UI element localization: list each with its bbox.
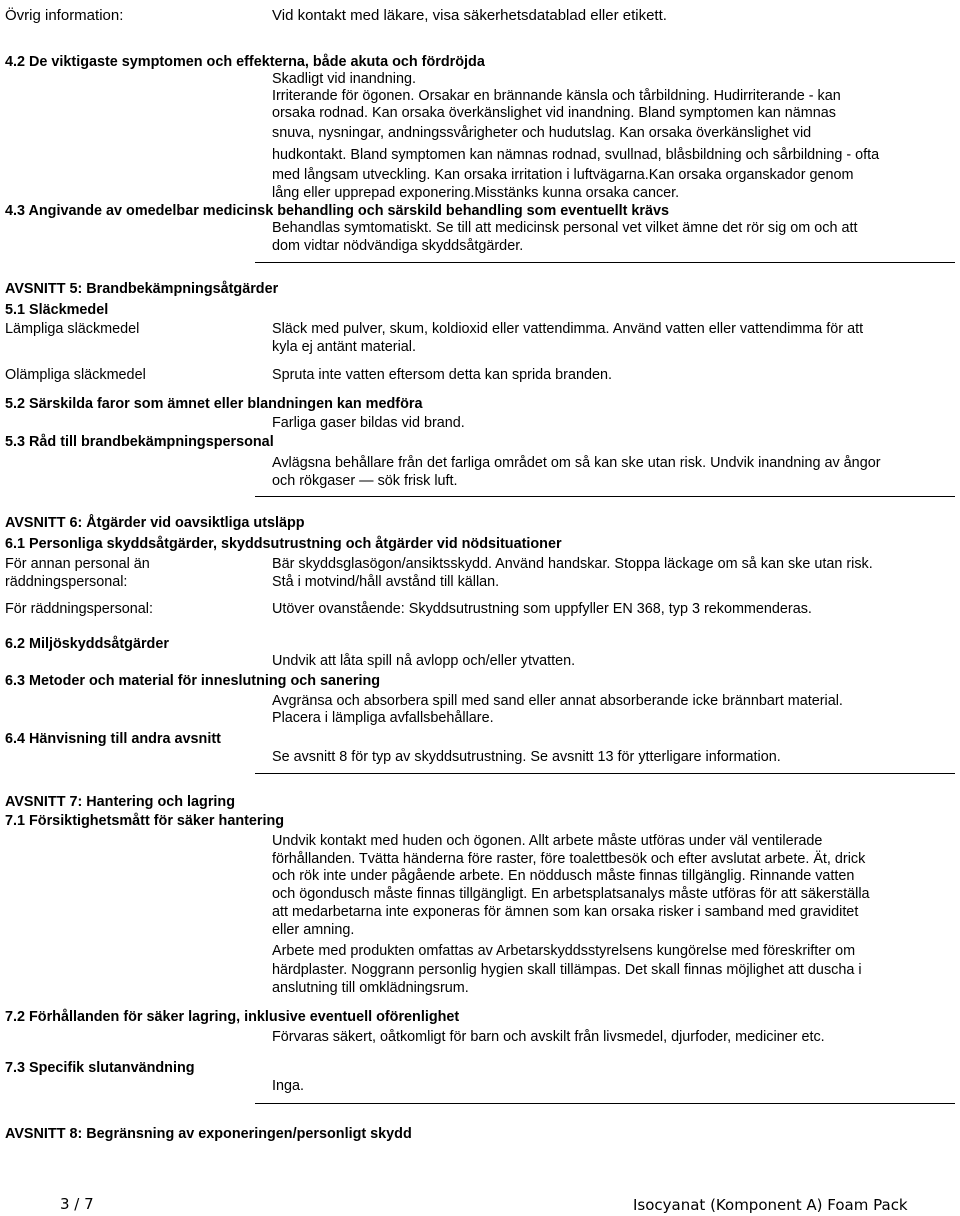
annan-label-line-0: För annan personal än: [5, 556, 150, 572]
s4-3-line-0: Behandlas symtomatiskt. Se till att medicinsk personal vet vilket ämne det rör sig om och att: [272, 220, 858, 236]
ovrig-text: Vid kontakt med läkare, visa säkerhetsdatablad eller etikett.: [272, 7, 667, 24]
radd-label: För räddningspersonal:: [5, 601, 153, 617]
s7-1-line-0: Undvik kontakt med huden och ögonen. Allt arbete måste utföras under väl ventilerade: [272, 833, 823, 849]
s6-2-text: Undvik att låta spill nå avlopp och/eller ytvatten.: [272, 653, 576, 669]
section-7-heading: AVSNITT 7: Hantering och lagring: [5, 794, 235, 810]
section-5-1-heading: 5.1 Släckmedel: [5, 302, 109, 318]
radd-text: Utöver ovanstående: Skyddsutrustning som uppfyller EN 368, typ 3 rekommenderas.: [272, 601, 812, 617]
s7-3-text: Inga.: [272, 1078, 305, 1094]
s5-3-line-0: Avlägsna behållare från det farliga området om så kan ske utan risk. Undvik inandning av ångor: [272, 455, 881, 471]
s4-3-line-1: dom vidtar nödvändiga skyddsåtgärder.: [272, 238, 524, 254]
lampliga-line-1: kyla ej antänt material.: [272, 339, 416, 355]
s4-2-line-2: orsaka rodnad. Kan orsaka överkänslighet vid inandning. Bland symptomen kan nämnas: [272, 105, 836, 121]
s5-2-text: Farliga gaser bildas vid brand.: [272, 415, 465, 431]
section-5-3-heading: 5.3 Råd till brandbekämpningspersonal: [5, 434, 274, 450]
s4-2-line-5: med långsam utveckling. Kan orsaka irritation i luftvägarna.Kan orsaka organskador genom: [272, 167, 854, 183]
olampliga-label: Olämpliga släckmedel: [5, 367, 146, 383]
section-divider: [255, 773, 955, 774]
section-5-2-heading: 5.2 Särskilda faror som ämnet eller blandningen kan medföra: [5, 396, 423, 412]
s7-1-line-6: Arbete med produkten omfattas av Arbetarskyddsstyrelsens kungörelse med föreskrifter om: [272, 943, 856, 959]
olampliga-text: Spruta inte vatten eftersom detta kan sprida branden.: [272, 367, 612, 383]
section-6-heading: AVSNITT 6: Åtgärder vid oavsiktliga utsläpp: [5, 515, 305, 531]
s4-2-line-4: hudkontakt. Bland symptomen kan nämnas rodnad, svullnad, blåsbildning och sårbildning - ofta: [272, 147, 880, 163]
lampliga-label: Lämpliga släckmedel: [5, 321, 140, 337]
s7-1-line-1: förhållanden. Tvätta händerna före raster, före toalettbesök och efter avslutat arbete. Ät, drick: [272, 851, 866, 867]
annan-label-line-1: räddningspersonal:: [5, 574, 128, 590]
section-6-2-heading: 6.2 Miljöskyddsåtgärder: [5, 636, 169, 652]
product-name: Isocyanat (Komponent A) Foam Pack: [633, 1196, 908, 1214]
section-7-3-heading: 7.3 Specifik slutanvändning: [5, 1060, 195, 1076]
s4-2-line-3: snuva, nysningar, andningssvårigheter och hudutslag. Kan orsaka överkänslighet vid: [272, 125, 812, 141]
s7-1-line-5: eller amning.: [272, 922, 355, 938]
s4-2-line-6: lång eller upprepad exponering.Misstänks kunna orsaka cancer.: [272, 185, 680, 201]
annan-line-0: Bär skyddsglasögon/ansiktsskydd. Använd handskar. Stoppa läckage om så kan ske utan risk.: [272, 556, 873, 572]
section-7-1-heading: 7.1 Försiktighetsmått för säker hantering: [5, 813, 285, 829]
section-6-1-heading: 6.1 Personliga skyddsåtgärder, skyddsutrustning och åtgärder vid nödsituationer: [5, 536, 562, 552]
s5-3-line-1: och rökgaser — sök frisk luft.: [272, 473, 458, 489]
s6-3-line-1: Placera i lämpliga avfallsbehållare.: [272, 710, 494, 726]
s4-2-line-0: Skadligt vid inandning.: [272, 71, 417, 87]
section-7-2-heading: 7.2 Förhållanden för säker lagring, inklusive eventuell oförenlighet: [5, 1009, 460, 1025]
lampliga-line-0: Släck med pulver, skum, koldioxid eller vattendimma. Använd vatten eller vattendimma för att: [272, 321, 864, 337]
section-divider: [255, 496, 955, 497]
section-4-2-heading: 4.2 De viktigaste symptomen och effekterna, både akuta och fördröjda: [5, 54, 485, 70]
s7-1-line-8: anslutning till omklädningsrum.: [272, 980, 469, 996]
section-6-4-heading: 6.4 Hänvisning till andra avsnitt: [5, 731, 221, 747]
s7-1-line-2: och rök inte under pågående arbete. En nöddusch måste finnas tillgänglig. Rinnande vatten: [272, 868, 855, 884]
page-number: 3 / 7: [60, 1195, 94, 1213]
section-6-3-heading: 6.3 Metoder och material för inneslutning och sanering: [5, 673, 381, 689]
section-5-heading: AVSNITT 5: Brandbekämpningsåtgärder: [5, 281, 279, 297]
ovrig-label: Övrig information:: [5, 7, 124, 24]
s4-2-line-1: Irriterande för ögonen. Orsakar en brännande känsla och tårbildning. Hudirriterande - kan: [272, 88, 841, 104]
annan-line-1: Stå i motvind/håll avstånd till källan.: [272, 574, 500, 590]
s7-1-line-3: och ögondusch måste finnas tillgängligt. En arbetsplatsanalys måste utföras för att säkerställa: [272, 886, 870, 902]
s6-3-line-0: Avgränsa och absorbera spill med sand eller annat absorberande icke brännbart material.: [272, 693, 843, 709]
s7-2-text: Förvaras säkert, oåtkomligt för barn och avskilt från livsmedel, djurfoder, mediciner etc.: [272, 1029, 825, 1045]
section-divider: [255, 262, 955, 263]
s7-1-line-7: härdplaster. Noggrann personlig hygien skall tillämpas. Det skall finnas möjlighet att duscha i: [272, 962, 862, 978]
s7-1-line-4: att medarbetarna inte exponeras för ämnen som kan orsaka risker i samband med graviditet: [272, 904, 859, 920]
section-4-3-heading: 4.3 Angivande av omedelbar medicinsk behandling och särskild behandling som eventuellt krävs: [5, 203, 670, 219]
section-8-heading: AVSNITT 8: Begränsning av exponeringen/personligt skydd: [5, 1126, 412, 1142]
section-divider: [255, 1103, 955, 1104]
s6-4-text: Se avsnitt 8 för typ av skyddsutrustning. Se avsnitt 13 för ytterligare information.: [272, 749, 781, 765]
